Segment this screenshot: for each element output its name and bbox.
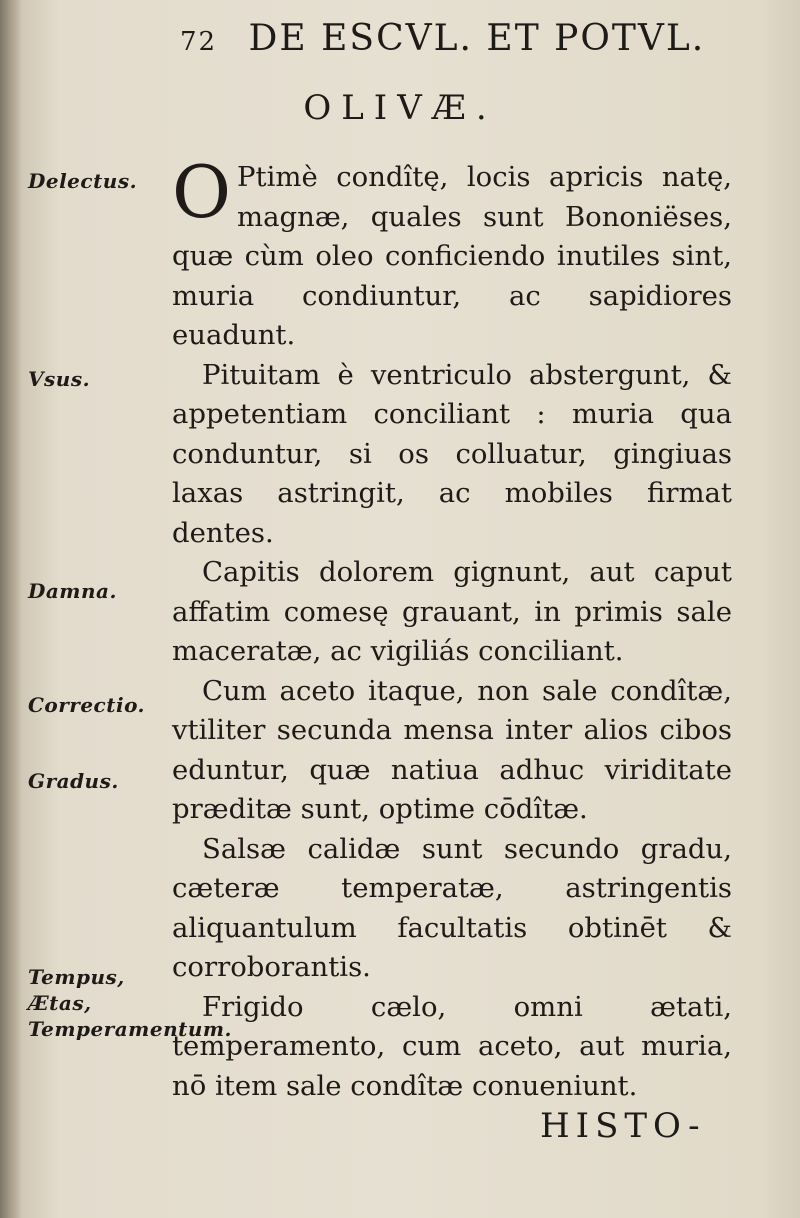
margin-note-usus: Vsus. bbox=[28, 367, 91, 391]
paragraph-gradus: Salsæ calidæ sunt secundo gradu, cæteræ temperatæ, astringentis aliquantulum facultatis obtinēt & corroborantis. bbox=[172, 832, 732, 983]
paragraph-text: Ptimè condîtę, locis apricis natę, magnæ, quales sunt Bononiëses, quæ cùm oleo conficiendo inutiles sint, muria condiuntur, ac sapidiores euadunt. bbox=[172, 161, 732, 351]
paragraph-usus: Pituitam è ventriculo abstergunt, & appetentiam conciliant : muria qua conduntur, si os colluatur, gingiuas laxas astringit, ac mobiles firmat dentes. bbox=[172, 358, 732, 549]
margin-note-correctio: Correctio. bbox=[28, 693, 146, 717]
paragraph-correctio: Cum aceto itaque, non sale condîtæ, vtiliter secunda mensa inter alios cibos eduntur, quæ natiua adhuc viriditate præditæ sunt, optime cōdîtæ. bbox=[172, 674, 732, 825]
text-body bbox=[172, 150, 732, 1106]
margin-note-delectus: Delectus. bbox=[28, 169, 138, 193]
margin-note-tempus: Tempus, Ætas, Temperamentum. bbox=[28, 965, 233, 1041]
paragraph-damna: Capitis dolorem gignunt, aut caput affatim comesę grauant, in primis sale maceratæ, ac vigiliás conciliant. bbox=[172, 556, 732, 667]
chapter-title: OLIVÆ. bbox=[303, 88, 497, 128]
margin-note-gradus: Gradus. bbox=[28, 769, 119, 793]
margin-note-damna: Damna. bbox=[28, 579, 117, 603]
header-title: DE ESCVL. ET POTVL. bbox=[248, 18, 706, 59]
page-number: 72 bbox=[180, 27, 218, 57]
book-binding-shadow bbox=[0, 0, 22, 1218]
running-header bbox=[180, 18, 720, 68]
paragraph-delectus bbox=[172, 150, 732, 356]
paragraph-tempus: Frigido cælo, omni ætati, temperamento, cum aceto, aut muria, nō item sale condîtæ conueniunt. bbox=[172, 990, 732, 1102]
catchword: HISTO- bbox=[540, 1106, 706, 1146]
drop-cap: O bbox=[172, 150, 232, 234]
